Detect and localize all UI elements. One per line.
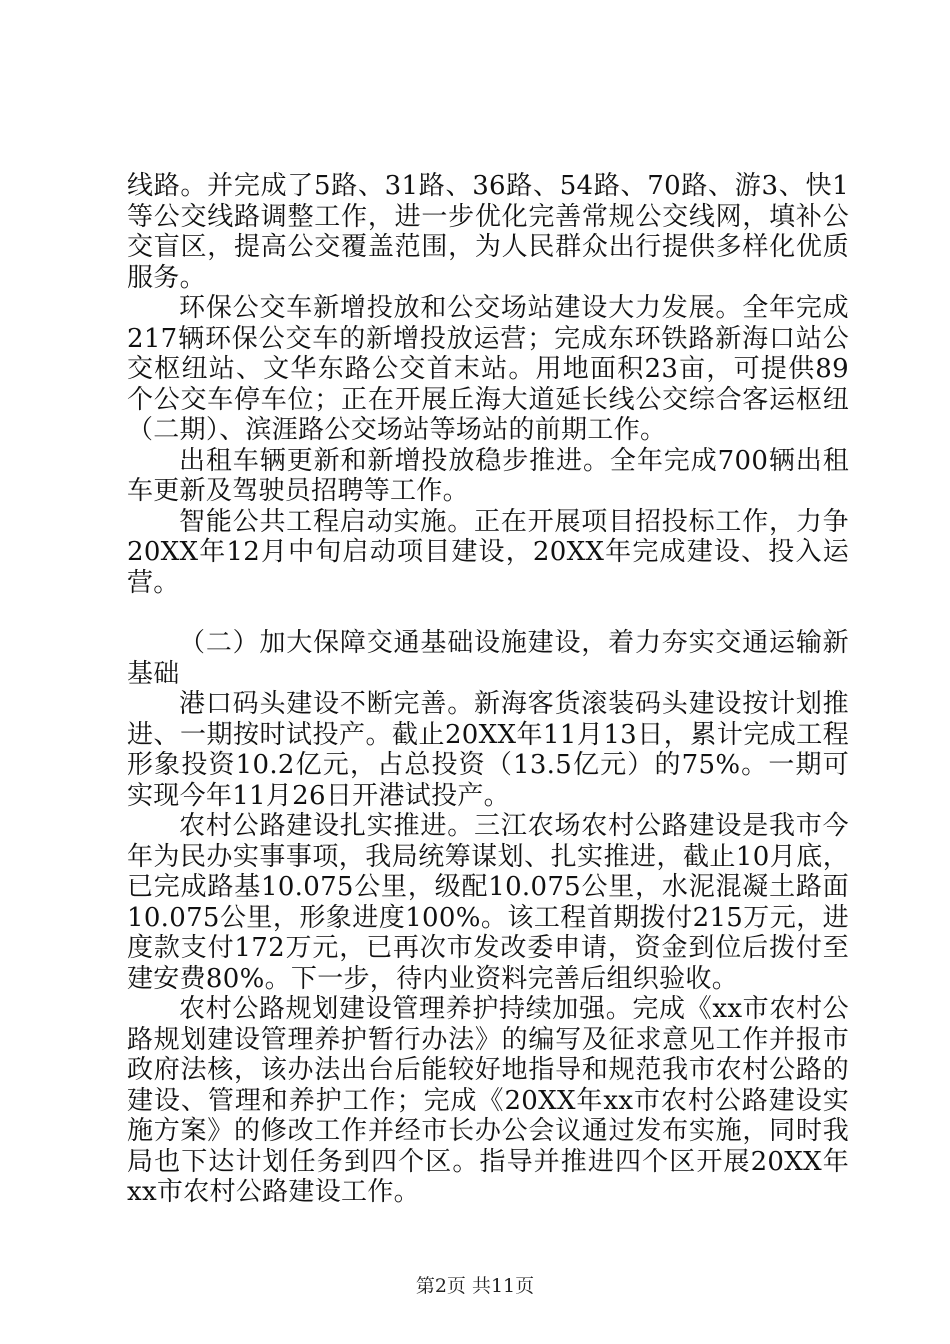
- paragraph-rural-road-management: 农村公路规划建设管理养护持续加强。完成《xx市农村公路规划建设管理养护暂行办法》的编写及征求意见工作并报市政府法核，该办法出台后能较好地指导和规范我市农村公路的建设、管理和养护工作；完成《20XX年xx市农村公路建设实施方案》的修改工作并经市长办公会议通过发布实施，同时我局也下达计划任务到四个区。指导并推进四个区开展20XX年xx市农村公路建设工作。: [127, 994, 849, 1207]
- paragraph-port-terminal: 港口码头建设不断完善。新海客货滚装码头建设按计划推进、一期按时试投产。截止20XX年11月13日，累计完成工程形象投资10.2亿元，占总投资（13.5亿元）的75%。一期可实现今年11月26日开港试投产。: [127, 689, 849, 811]
- paragraph-eco-buses: 环保公交车新增投放和公交场站建设大力发展。全年完成217辆环保公交车的新增投放运营；完成东环铁路新海口站公交枢纽站、文华东路公交首末站。用地面积23亩，可提供89个公交车停车位；正在开展丘海大道延长线公交综合客运枢纽（二期）、滨涯路公交场站等场站的前期工作。: [127, 293, 849, 445]
- paragraph-smart-public-project: 智能公共工程启动实施。正在开展项目招投标工作，力争20XX年12月中旬启动项目建设，20XX年完成建设、投入运营。: [127, 506, 849, 598]
- document-body: [127, 171, 849, 1208]
- page-number-footer: 第2页 共11页: [415, 1275, 535, 1297]
- paragraph-taxi-renewal: 出租车辆更新和新增投放稳步推进。全年完成700辆出租车更新及驾驶员招聘等工作。: [127, 445, 849, 506]
- paragraph-rural-road-construction: 农村公路建设扎实推进。三江农场农村公路建设是我市今年为民办实事事项，我局统筹谋划、扎实推进，截止10月底，已完成路基10.075公里，级配10.075公里，水泥混凝土路面10.075公里，形象进度100%。该工程首期拨付215万元，进度款支付172万元，已再次市发改委申请，资金到位后拨付至建安费80%。下一步，待内业资料完善后组织验收。: [127, 811, 850, 994]
- paragraph-continued-bus-routes: 线路。并完成了5路、31路、36路、54路、70路、游3、快1等公交线路调整工作，进一步优化完善常规公交线网，填补公交盲区，提高公交覆盖范围，为人民群众出行提供多样化优质服务。: [127, 171, 849, 293]
- section-heading: （二）加大保障交通基础设施建设，着力夯实交通运输新基础: [127, 628, 849, 689]
